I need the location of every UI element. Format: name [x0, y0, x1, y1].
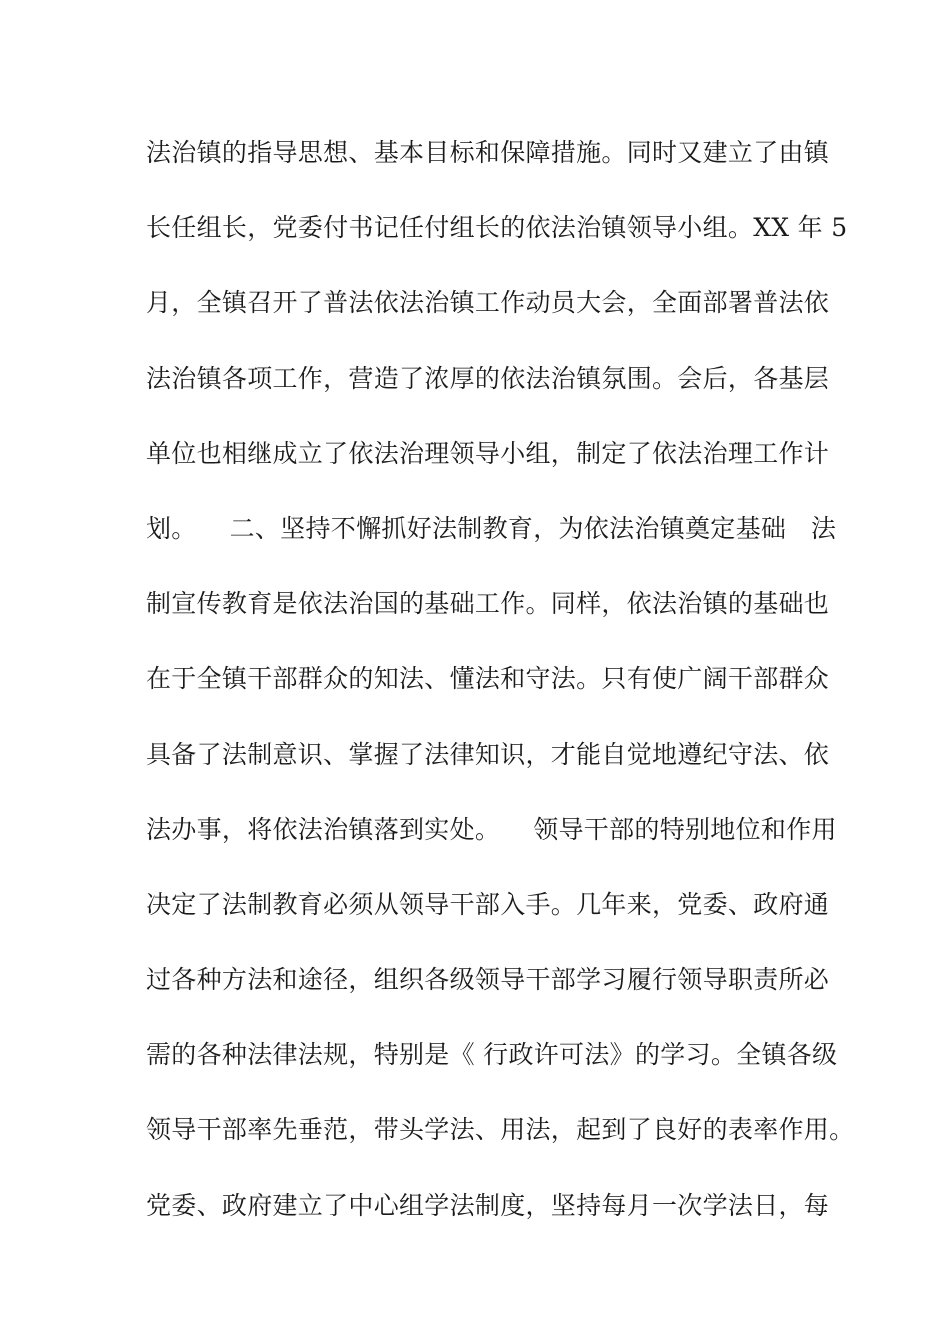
text-line: 过各种方法和途径，组织各级领导干部学习履行领导职责所必	[146, 965, 830, 995]
text-line: 月，全镇召开了普法依法治镇工作动员大会，全面部署普法依	[146, 288, 830, 318]
text-line: 党委、政府建立了中心组学法制度，坚持每月一次学法日，每	[146, 1190, 830, 1220]
text-line: 单位也相继成立了依法治理领导小组，制定了依法治理工作计	[146, 438, 830, 468]
text-line: 法办事，将依法治镇落到实处。 领导干部的特别地位和作用	[146, 814, 837, 844]
text-line: 制宣传教育是依法治国的基础工作。同样，依法治镇的基础也	[146, 589, 830, 619]
text-line: 法治镇各项工作，营造了浓厚的依法治镇氛围。会后，各基层	[146, 363, 830, 393]
text-line: 划。 二、坚持不懈抓好法制教育，为依法治镇奠定基础 法	[146, 513, 837, 543]
body-text	[146, 131, 855, 1259]
text-line: 长任组长，党委付书记任付组长的依法治镇领导小组。XX 年 5	[146, 213, 848, 243]
text-line: 在于全镇干部群众的知法、懂法和守法。只有使广阔干部群众	[146, 664, 830, 694]
text-line: 需的各种法律法规，特别是《 行政许可法》的学习。全镇各级	[146, 1040, 838, 1070]
text-line: 决定了法制教育必须从领导干部入手。几年来，党委、政府通	[146, 889, 830, 919]
text-line: 具备了法制意识、掌握了法律知识，才能自觉地遵纪守法、依	[146, 739, 830, 769]
text-line: 法治镇的指导思想、基本目标和保障措施。同时又建立了由镇	[146, 138, 830, 167]
text-line: 领导干部率先垂范，带头学法、用法，起到了良好的表率作用。	[146, 1115, 855, 1145]
